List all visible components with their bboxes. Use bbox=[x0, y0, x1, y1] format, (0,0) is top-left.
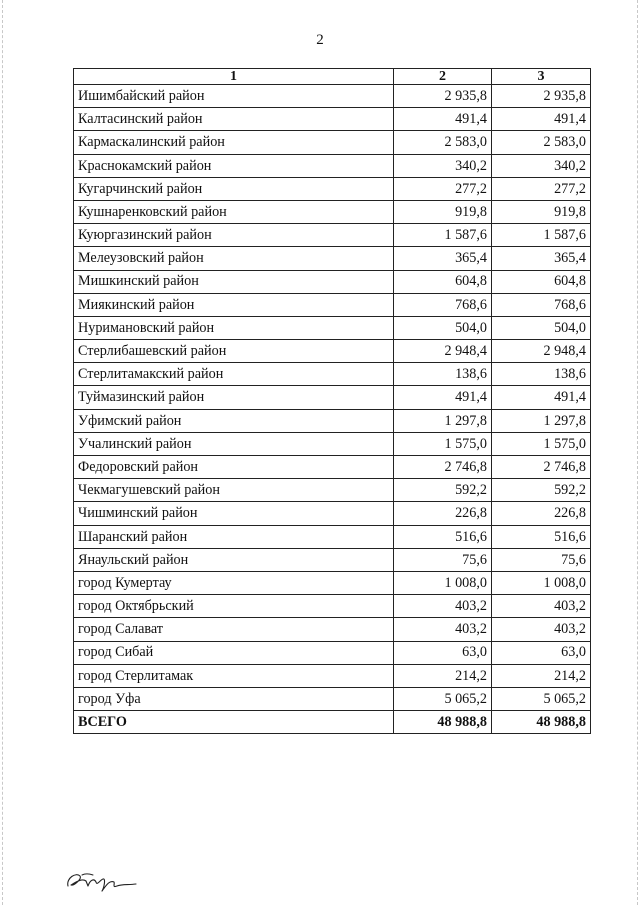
region-name-cell: Чекмагушевский район bbox=[74, 479, 394, 502]
value-col2-cell: 592,2 bbox=[394, 479, 492, 502]
value-col3-cell: 1 575,0 bbox=[492, 432, 591, 455]
table-total-row bbox=[74, 711, 591, 734]
table-row bbox=[74, 363, 591, 386]
value-col2-cell: 516,6 bbox=[394, 525, 492, 548]
table-row bbox=[74, 316, 591, 339]
column-header-1: 1 bbox=[74, 69, 394, 85]
page-edge-left bbox=[2, 0, 3, 905]
region-name-cell: Чишминский район bbox=[74, 502, 394, 525]
value-col2-cell: 226,8 bbox=[394, 502, 492, 525]
value-col2-cell: 919,8 bbox=[394, 200, 492, 223]
data-table bbox=[73, 68, 591, 734]
value-col2-cell: 138,6 bbox=[394, 363, 492, 386]
value-col3-cell: 403,2 bbox=[492, 595, 591, 618]
value-col3-cell: 1 587,6 bbox=[492, 224, 591, 247]
total-label-cell: ВСЕГО bbox=[74, 711, 394, 734]
table-row bbox=[74, 432, 591, 455]
column-header-2: 2 bbox=[394, 69, 492, 85]
region-name-cell: Туймазинский район bbox=[74, 386, 394, 409]
value-col2-cell: 63,0 bbox=[394, 641, 492, 664]
total-col2-cell: 48 988,8 bbox=[394, 711, 492, 734]
region-name-cell: Федоровский район bbox=[74, 456, 394, 479]
value-col2-cell: 1 008,0 bbox=[394, 571, 492, 594]
value-col2-cell: 604,8 bbox=[394, 270, 492, 293]
table-row bbox=[74, 525, 591, 548]
total-col3-cell: 48 988,8 bbox=[492, 711, 591, 734]
table-row bbox=[74, 548, 591, 571]
table-row bbox=[74, 571, 591, 594]
region-name-cell: Мелеузовский район bbox=[74, 247, 394, 270]
table-row bbox=[74, 270, 591, 293]
value-col3-cell: 504,0 bbox=[492, 316, 591, 339]
value-col2-cell: 365,4 bbox=[394, 247, 492, 270]
value-col3-cell: 214,2 bbox=[492, 664, 591, 687]
value-col2-cell: 1 297,8 bbox=[394, 409, 492, 432]
table-row bbox=[74, 340, 591, 363]
region-name-cell: город Салават bbox=[74, 618, 394, 641]
table-body bbox=[74, 85, 591, 734]
value-col3-cell: 2 583,0 bbox=[492, 131, 591, 154]
value-col2-cell: 2 583,0 bbox=[394, 131, 492, 154]
region-name-cell: город Кумертау bbox=[74, 571, 394, 594]
region-name-cell: город Стерлитамак bbox=[74, 664, 394, 687]
region-name-cell: Ишимбайский район bbox=[74, 85, 394, 108]
value-col2-cell: 491,4 bbox=[394, 386, 492, 409]
region-name-cell: Шаранский район bbox=[74, 525, 394, 548]
region-name-cell: Краснокамский район bbox=[74, 154, 394, 177]
region-name-cell: Кугарчинский район bbox=[74, 177, 394, 200]
region-name-cell: Янаульский район bbox=[74, 548, 394, 571]
table-row bbox=[74, 200, 591, 223]
page-number: 2 bbox=[316, 32, 324, 48]
value-col2-cell: 214,2 bbox=[394, 664, 492, 687]
table-row bbox=[74, 224, 591, 247]
table-header-row bbox=[74, 69, 591, 85]
region-name-cell: Стерлитамакский район bbox=[74, 363, 394, 386]
value-col2-cell: 768,6 bbox=[394, 293, 492, 316]
value-col2-cell: 5 065,2 bbox=[394, 687, 492, 710]
value-col2-cell: 277,2 bbox=[394, 177, 492, 200]
region-name-cell: город Сибай bbox=[74, 641, 394, 664]
value-col3-cell: 63,0 bbox=[492, 641, 591, 664]
region-name-cell: Миякинский район bbox=[74, 293, 394, 316]
region-name-cell: Стерлибашевский район bbox=[74, 340, 394, 363]
value-col3-cell: 75,6 bbox=[492, 548, 591, 571]
value-col3-cell: 516,6 bbox=[492, 525, 591, 548]
region-name-cell: Нуримановский район bbox=[74, 316, 394, 339]
value-col2-cell: 403,2 bbox=[394, 595, 492, 618]
table-row bbox=[74, 409, 591, 432]
value-col2-cell: 1 587,6 bbox=[394, 224, 492, 247]
value-col3-cell: 340,2 bbox=[492, 154, 591, 177]
region-name-cell: Мишкинский район bbox=[74, 270, 394, 293]
value-col3-cell: 768,6 bbox=[492, 293, 591, 316]
region-name-cell: Кушнаренковский район bbox=[74, 200, 394, 223]
table-row bbox=[74, 641, 591, 664]
value-col3-cell: 277,2 bbox=[492, 177, 591, 200]
column-header-3: 3 bbox=[492, 69, 591, 85]
value-col2-cell: 75,6 bbox=[394, 548, 492, 571]
value-col2-cell: 2 948,4 bbox=[394, 340, 492, 363]
value-col3-cell: 2 948,4 bbox=[492, 340, 591, 363]
region-name-cell: город Октябрьский bbox=[74, 595, 394, 618]
region-name-cell: Уфимский район bbox=[74, 409, 394, 432]
value-col3-cell: 491,4 bbox=[492, 386, 591, 409]
region-name-cell: Калтасинский район bbox=[74, 108, 394, 131]
value-col3-cell: 491,4 bbox=[492, 108, 591, 131]
value-col3-cell: 226,8 bbox=[492, 502, 591, 525]
value-col2-cell: 2 746,8 bbox=[394, 456, 492, 479]
value-col3-cell: 5 065,2 bbox=[492, 687, 591, 710]
value-col3-cell: 2 746,8 bbox=[492, 456, 591, 479]
value-col2-cell: 491,4 bbox=[394, 108, 492, 131]
table-row bbox=[74, 502, 591, 525]
value-col3-cell: 919,8 bbox=[492, 200, 591, 223]
table-row bbox=[74, 247, 591, 270]
table-row bbox=[74, 108, 591, 131]
value-col2-cell: 340,2 bbox=[394, 154, 492, 177]
value-col2-cell: 1 575,0 bbox=[394, 432, 492, 455]
value-col2-cell: 403,2 bbox=[394, 618, 492, 641]
table-row bbox=[74, 293, 591, 316]
table-row bbox=[74, 664, 591, 687]
value-col3-cell: 1 297,8 bbox=[492, 409, 591, 432]
table-row bbox=[74, 131, 591, 154]
value-col3-cell: 403,2 bbox=[492, 618, 591, 641]
table-row bbox=[74, 618, 591, 641]
value-col3-cell: 365,4 bbox=[492, 247, 591, 270]
value-col3-cell: 592,2 bbox=[492, 479, 591, 502]
table-row bbox=[74, 85, 591, 108]
table-row bbox=[74, 595, 591, 618]
table-row bbox=[74, 177, 591, 200]
page-edge-right bbox=[637, 0, 638, 905]
value-col2-cell: 504,0 bbox=[394, 316, 492, 339]
value-col2-cell: 2 935,8 bbox=[394, 85, 492, 108]
handwritten-signature-icon bbox=[62, 866, 142, 894]
table-row bbox=[74, 386, 591, 409]
region-name-cell: город Уфа bbox=[74, 687, 394, 710]
region-name-cell: Кармаскалинский район bbox=[74, 131, 394, 154]
table-row bbox=[74, 687, 591, 710]
region-name-cell: Куюргазинский район bbox=[74, 224, 394, 247]
table-row bbox=[74, 456, 591, 479]
value-col3-cell: 2 935,8 bbox=[492, 85, 591, 108]
value-col3-cell: 138,6 bbox=[492, 363, 591, 386]
value-col3-cell: 1 008,0 bbox=[492, 571, 591, 594]
region-name-cell: Учалинский район bbox=[74, 432, 394, 455]
table-row bbox=[74, 154, 591, 177]
table-row bbox=[74, 479, 591, 502]
value-col3-cell: 604,8 bbox=[492, 270, 591, 293]
